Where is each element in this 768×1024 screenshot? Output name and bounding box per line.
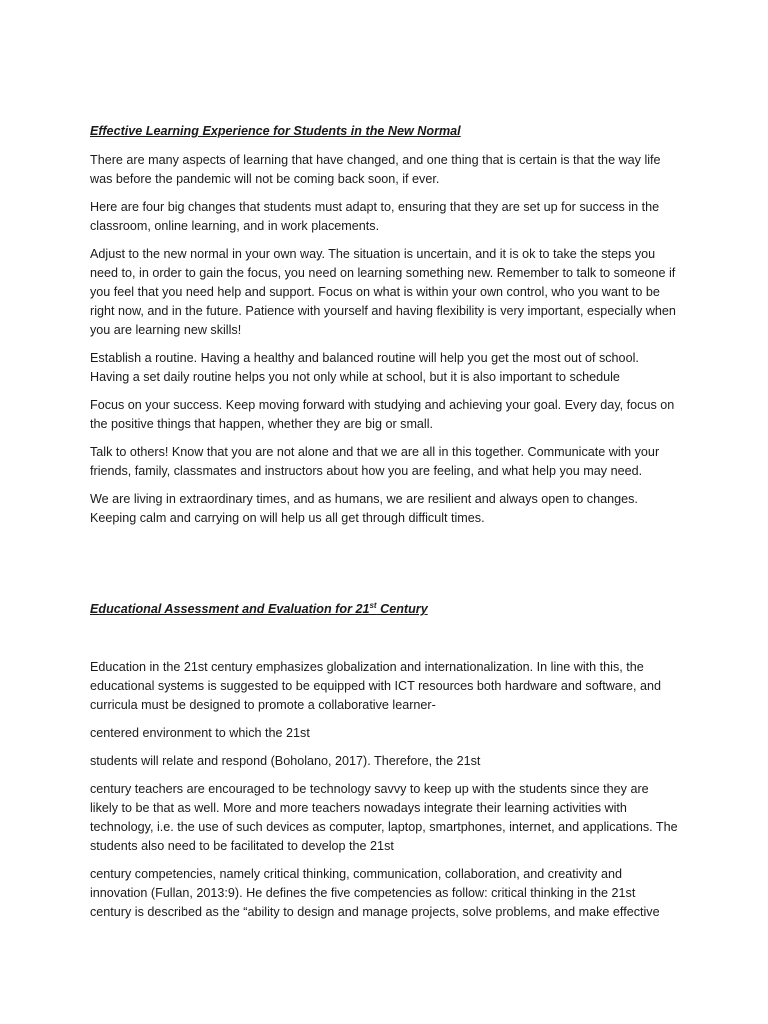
section-title bbox=[90, 600, 680, 619]
paragraph: Adjust to the new normal in your own way. The situation is uncertain, and it is ok to take the steps you need to, in order to gain the focus, you need on learning something new. Remember to talk to someone if you feel that you need help and support. Focus on what is within your own control, who you want to be right now, and in the future. Patience with yourself and having flexibility is very important, especially when you are learning new skills! bbox=[90, 247, 676, 337]
section-title-superscript: st bbox=[369, 600, 377, 610]
paragraph: century teachers are encouraged to be technology savvy to keep up with the students since they are likely to be that as well. More and more teachers nowadays integrate their learning activities with technology, i.e. the use of such devices as computer, laptop, smartphones, internet, and applications. The students also need to be facilitated to develop the 21st bbox=[90, 782, 678, 853]
section-new-normal bbox=[90, 122, 680, 537]
section-title-main: Educational Assessment and Evaluation for 21 bbox=[90, 602, 370, 616]
paragraph: We are living in extraordinary times, and as humans, we are resilient and always open to changes. Keeping calm and carrying on will help us all get through difficult times. bbox=[90, 492, 638, 525]
paragraph: Education in the 21st century emphasizes globalization and internationalization. In line with this, the educational systems is suggested to be equipped with ICT resources both hardware and software, and curricula must be designed to promote a collaborative learner- bbox=[90, 660, 662, 712]
paragraph: Here are four big changes that students must adapt to, ensuring that they are set up for success in the classroom, online learning, and in work placements. bbox=[90, 200, 660, 233]
section-assessment bbox=[90, 600, 680, 931]
paragraph: Establish a routine. Having a healthy and balanced routine will help you get the most out of school. Having a set daily routine helps you not only while at school, but it is also important to schedule bbox=[90, 351, 639, 384]
paragraph: students will relate and respond (Boholano, 2017). Therefore, the 21st bbox=[90, 754, 481, 768]
section-title-end: Century bbox=[376, 602, 428, 616]
paragraph: There are many aspects of learning that have changed, and one thing that is certain is that the way life was before the pandemic will not be coming back soon, if ever. bbox=[90, 153, 661, 186]
paragraph: Talk to others! Know that you are not alone and that we are all in this together. Communicate with your friends, family, classmates and instructors about how you are feeling, and what help you may need. bbox=[90, 445, 660, 478]
paragraph: Focus on your success. Keep moving forward with studying and achieving your goal. Every day, focus on the positive things that happen, whether they are big or small. bbox=[90, 398, 675, 431]
paragraph: centered environment to which the 21st bbox=[90, 726, 310, 740]
section-title: Effective Learning Experience for Students in the New Normal bbox=[90, 124, 461, 138]
paragraph: century competencies, namely critical thinking, communication, collaboration, and creativity and innovation (Fullan, 2013:9). He defines the five competencies as follow: critical thinking in the 21st century is described as the “ability to design and manage projects, solve problems, and make effective bbox=[90, 867, 660, 919]
